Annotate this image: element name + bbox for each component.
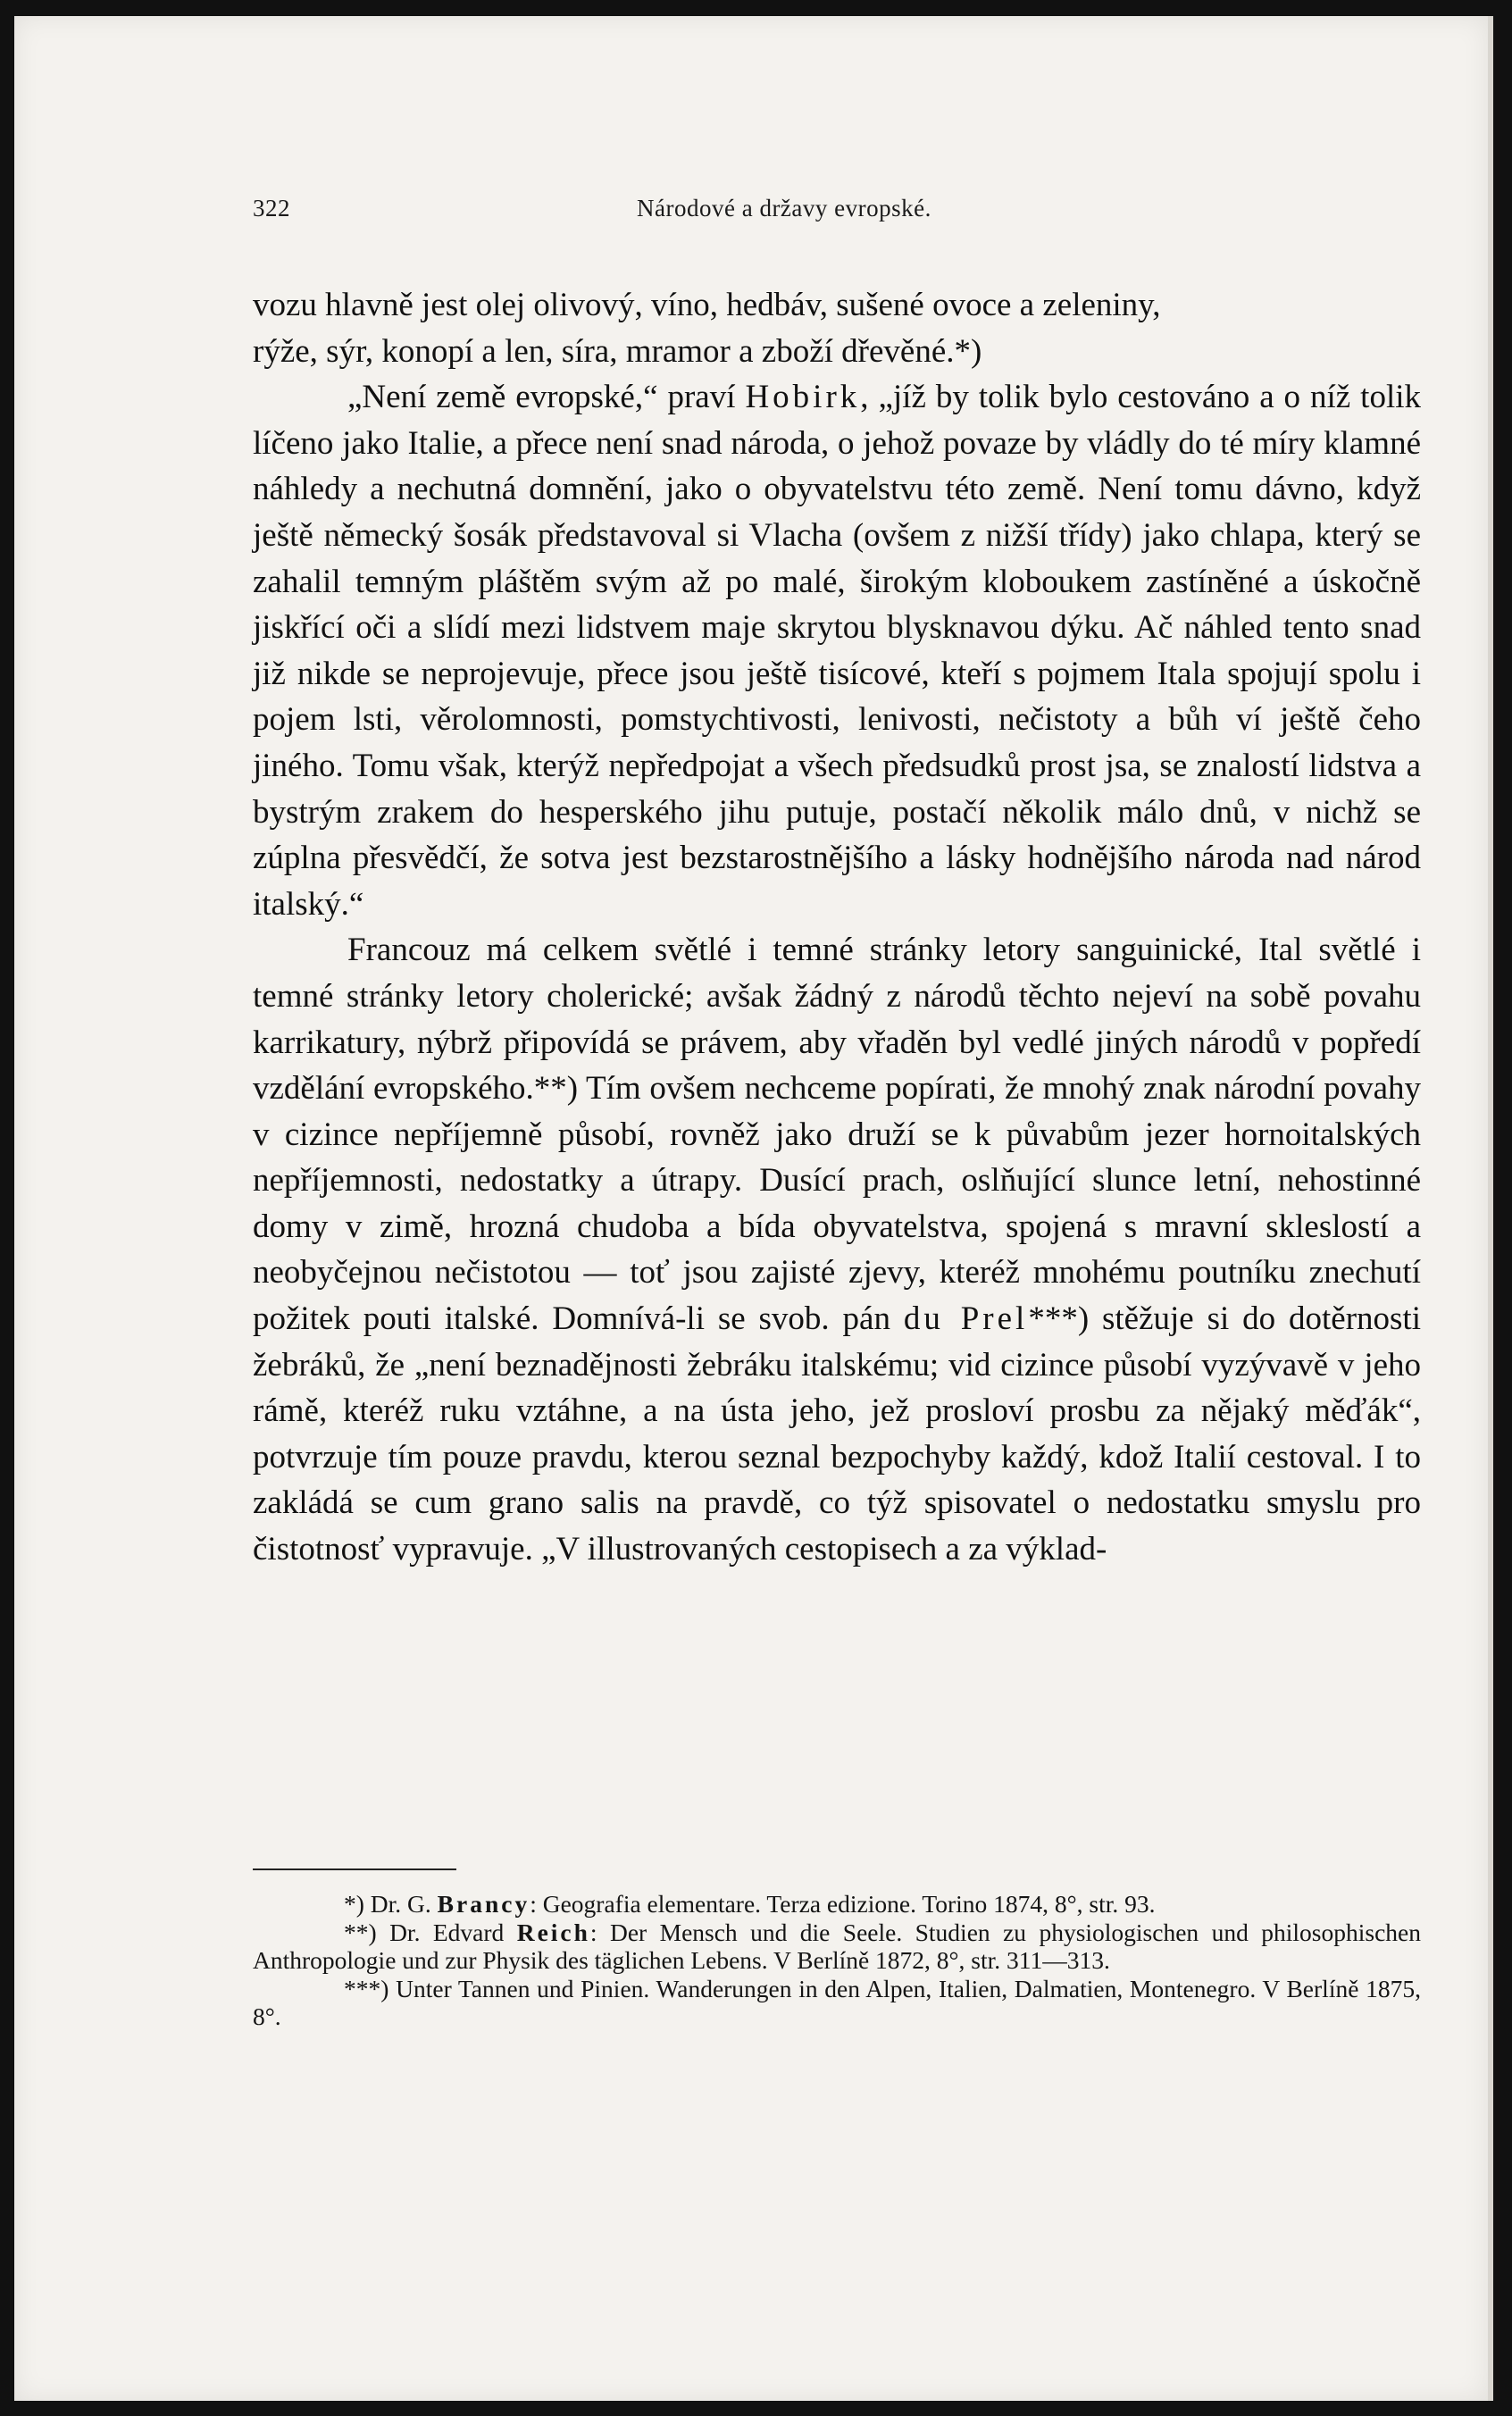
book-page xyxy=(14,16,1493,2401)
p1-line-2: rýže, sýr, konopí a len, síra, mramor a zboží dřevěné.*) xyxy=(253,332,982,370)
p3-text-b: ***) stěžuje si do dotěrnosti žebráků, že „není beznadějnosti žebráku italskému; vid cizince působí vyzývavě v jeho rámě, kteréž ruku vztáhne, a na ústa jeho, jež prosloví prosbu za nějaký měďák“, potvrzuje tím pouze pravdu, kterou seznal bezpochyby každý, kdož Italií cestoval. I to zakládá se cum grano salis na pravdě, co týž spisovatel o nedostatku smyslu pro čistotnosť vypravuje. „V illustrovaných cestopisech a za výklad- xyxy=(253,1300,1421,1568)
fn1-author: Brancy xyxy=(437,1890,530,1918)
fn1-text: : Geografia elementare. Terza edizione. Torino 1874, 8°, str. 93. xyxy=(530,1890,1156,1918)
page-number: 322 xyxy=(253,195,290,222)
footnotes xyxy=(253,1890,1421,2031)
fn2-author: Reich xyxy=(516,1918,590,1946)
footnote-rule xyxy=(253,1868,456,1870)
p2-text-b: , „jíž by tolik bylo cestováno a o níž tolik líčeno jako Italie, a přece není snad národa, o jehož povaze by vládly do té míry klamné náhledy a nechutná domnění, jako o obyvatelstvu této země. Není tomu dávno, když ještě německý šosák představoval si Vlacha (ovšem z nižší třídy) jako chlapa, který se zahalil temným pláštěm svým až po malé, širokým kloboukem zastíněné a úskočně jiskřící oči a slídí mezi lidstvem maje skrytou blysknavou dýku. Ač náhled tento snad již nikde se neprojevuje, přece jsou ještě tisícové, kteří s pojmem Itala spojují spolu i pojem lsti, věrolomnosti, pomstychtivosti, lenivosti, nečistoty a bůh ví ještě čeho jiného. Tomu však, kterýž nepředpojat a všech předsudků prost jsa, se znalostí lidstva a bystrým zrakem do hesperského jihu putuje, postačí několik málo dnů, v nichž se zúplna přesvědčí, že sotva jest bezstarostnějšího a lásky hodnějšího národa nad národ italský.“ xyxy=(253,379,1421,923)
author-name-du-prel: du Prel xyxy=(903,1300,1029,1338)
p3-text-a: Francouz má celkem světlé i temné stránky letory sanguinické, Ital světlé i temné stránky letory cholerické; avšak žádný z národů těchto nejeví na sobě povahu karrikatury, nýbrž připovídá se právem, aby vřaděn byl vedlé jiných národů v popředí vzdělání evropského.**) Tím ovšem nechceme popírati, že mnohý znak národní povahy v cizince nepříjemně působí, rovněž jako druží se k půvabům jezer hornoitalských nepříjemnosti, nedostatky a útrapy. Dusící prach, oslňující slunce letní, nehostinné domy v zimě, hrozná chudoba a bída obyvatelstva, spojená s mravní skleslostí a neobyčejnou nečistotou — toť jsou zajisté zjevy, kteréž mnohému poutníku znechutí požitek pouti italské. Domnívá-li se svob. pán xyxy=(253,932,1421,1338)
running-title: Národové a državy evropské. xyxy=(637,195,931,222)
p2-text-a: „Není země evropské,“ praví xyxy=(347,379,746,416)
paragraph-1 xyxy=(253,282,1421,374)
paragraph-2 xyxy=(253,374,1421,927)
p1-line-1: vozu hlavně jest olej olivový, víno, hedbáv, sušené ovoce a zeleniny, xyxy=(253,287,1161,323)
footnote-3: ***) Unter Tannen und Pinien. Wanderungen in den Alpen, Italien, Dalmatien, Montenegro. V Berlíně 1875, 8°. xyxy=(253,1974,1421,2030)
footnote-2 xyxy=(253,1919,1421,1975)
body-text xyxy=(253,282,1421,1573)
fn1-mark: *) Dr. G. xyxy=(344,1890,438,1918)
author-name-hobirk: Hobirk xyxy=(745,379,861,416)
paragraph-3 xyxy=(253,927,1421,1572)
fn2-mark: **) Dr. Edvard xyxy=(344,1918,517,1946)
footnote-1 xyxy=(253,1890,1421,1919)
fn2-text: : Der Mensch und die Seele. Studien zu physiologischen und philosophischen Anthropologie und zur Physik des täglichen Lebens. V Berlíně 1872, 8°, str. 311—313. xyxy=(253,1918,1421,1974)
